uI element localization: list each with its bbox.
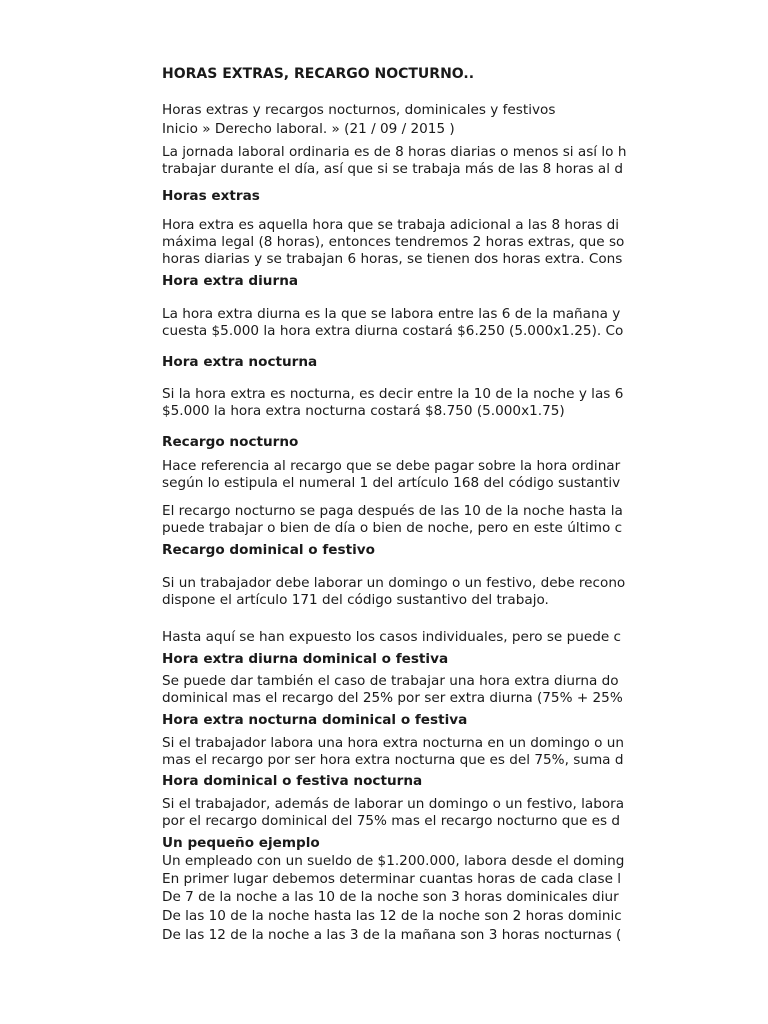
document-page (162, 0, 642, 1024)
breadcrumb: Inicio » Derecho laboral. » (21 / 09 / 2015 ) (162, 121, 455, 137)
section-heading-extra-diurna-dominical: Hora extra diurna dominical o festiva (162, 651, 449, 667)
paragraph-line: según lo estipula el numeral 1 del artículo 168 del código sustantiv (162, 475, 621, 491)
paragraph-line: horas diarias y se trabajan 6 horas, se tienen dos horas extra. Cons (162, 251, 623, 267)
paragraph-line: Un empleado con un sueldo de $1.200.000, labora desde el doming (162, 853, 625, 869)
section-heading-hora-extra-diurna: Hora extra diurna (162, 273, 299, 289)
paragraph-line: De 7 de la noche a las 10 de la noche son 3 horas dominicales diur (162, 889, 619, 905)
section-heading-hora-extra-nocturna: Hora extra nocturna (162, 354, 318, 370)
paragraph-line: puede trabajar o bien de día o bien de noche, pero en este último c (162, 520, 623, 536)
paragraph-line: Hora extra es aquella hora que se trabaja adicional a las 8 horas di (162, 217, 620, 233)
paragraph-line: dispone el artículo 171 del código sustantivo del trabajo. (162, 592, 549, 608)
section-heading-recargo-dominical: Recargo dominical o festivo (162, 542, 375, 558)
intro-line: trabajar durante el día, así que si se trabaja más de las 8 horas al d (162, 161, 623, 177)
section-heading-ejemplo: Un pequeño ejemplo (162, 835, 320, 851)
section-heading-recargo-nocturno: Recargo nocturno (162, 434, 299, 450)
section-heading-horas-extras: Horas extras (162, 188, 260, 204)
paragraph-line: Si el trabajador labora una hora extra nocturna en un domingo o un (162, 735, 624, 751)
document-title: HORAS EXTRAS, RECARGO NOCTURNO.. (162, 66, 475, 82)
intro-line: La jornada laboral ordinaria es de 8 horas diarias o menos si así lo h (162, 144, 627, 160)
paragraph-line: El recargo nocturno se paga después de las 10 de la noche hasta la (162, 503, 623, 519)
paragraph-line: Si un trabajador debe laborar un domingo o un festivo, debe recono (162, 575, 626, 591)
paragraph-line: Si la hora extra es nocturna, es decir entre la 10 de la noche y las 6 (162, 386, 624, 402)
paragraph-line: Hasta aquí se han expuesto los casos individuales, pero se puede c (162, 629, 622, 645)
document-subtitle: Horas extras y recargos nocturnos, dominicales y festivos (162, 102, 556, 118)
paragraph-line: por el recargo dominical del 75% mas el recargo nocturno que es d (162, 813, 621, 829)
paragraph-line: dominical mas el recargo del 25% por ser extra diurna (75% + 25% (162, 690, 623, 706)
paragraph-line: En primer lugar debemos determinar cuantas horas de cada clase l (162, 871, 622, 887)
paragraph-line: Si el trabajador, además de laborar un domingo o un festivo, labora (162, 796, 625, 812)
paragraph-line: De las 10 de la noche hasta las 12 de la noche son 2 horas dominic (162, 908, 622, 924)
paragraph-line: máxima legal (8 horas), entonces tendremos 2 horas extras, que so (162, 234, 625, 250)
paragraph-line: Se puede dar también el caso de trabajar una hora extra diurna do (162, 673, 619, 689)
paragraph-line: mas el recargo por ser hora extra nocturna que es del 75%, suma d (162, 752, 624, 768)
paragraph-line: De las 12 de la noche a las 3 de la mañana son 3 horas nocturnas ( (162, 927, 622, 943)
section-heading-dominical-nocturna: Hora dominical o festiva nocturna (162, 773, 423, 789)
paragraph-line: Hace referencia al recargo que se debe pagar sobre la hora ordinar (162, 458, 621, 474)
paragraph-line: $5.000 la hora extra nocturna costará $8.750 (5.000x1.75) (162, 403, 565, 419)
paragraph-line: cuesta $5.000 la hora extra diurna costará $6.250 (5.000x1.25). Co (162, 323, 624, 339)
paragraph-line: La hora extra diurna es la que se labora entre las 6 de la mañana y (162, 306, 621, 322)
section-heading-extra-nocturna-dominical: Hora extra nocturna dominical o festiva (162, 712, 468, 728)
